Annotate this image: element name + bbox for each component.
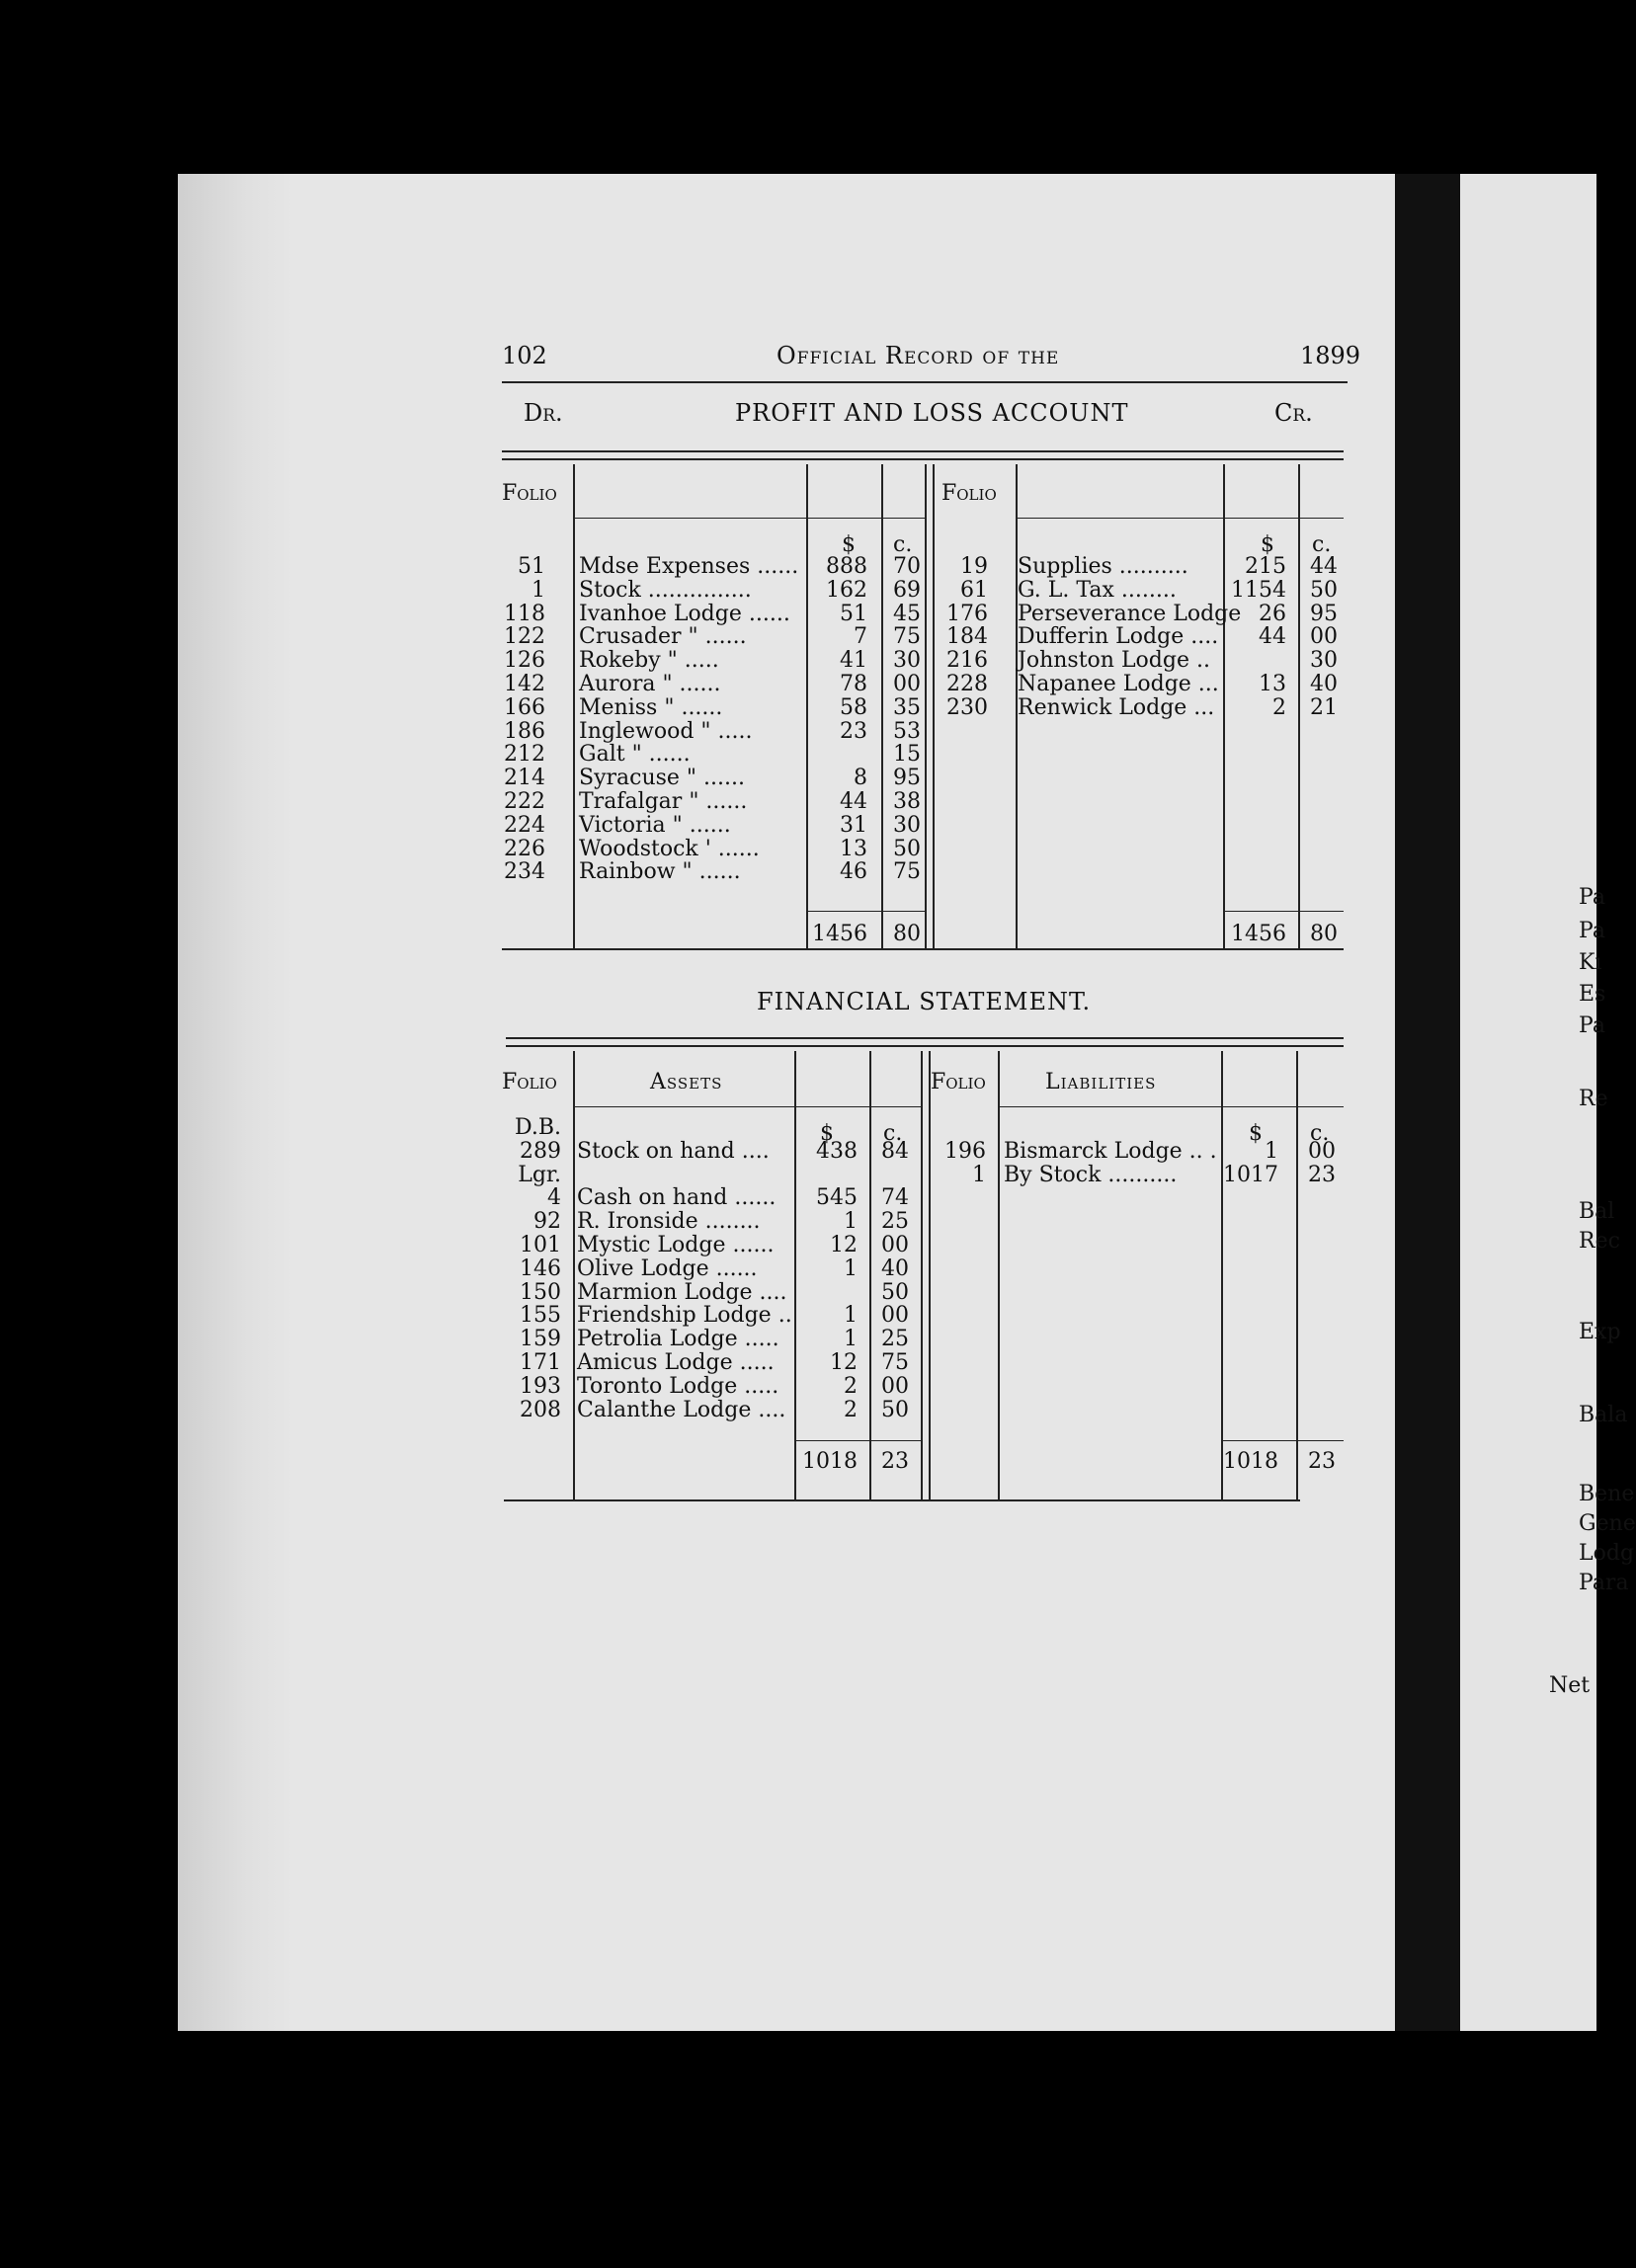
fs-asset-account: Friendship Lodge .. (577, 1303, 792, 1329)
pl-head-rule-left (573, 518, 925, 519)
pl-credit-account: Supplies .......... (1018, 554, 1188, 579)
pl-column-rule (925, 464, 927, 948)
pl-debit-account: Inglewood " ..... (579, 718, 753, 744)
right-page-text-fragment: Bal (1579, 1199, 1615, 1224)
pl-credit-account-leader: .......... (1111, 554, 1188, 579)
fs-asset-account: Petrolia Lodge ..... (577, 1327, 779, 1352)
fs-total-left-cents: 23 (881, 1449, 909, 1474)
pl-credit-account-leader: .. (1188, 648, 1210, 674)
page-year: 1899 (1300, 342, 1361, 369)
pl-folio-right: Folio (941, 481, 997, 506)
fs-head-rule-right (998, 1106, 1344, 1107)
fs-asset-dollars: 2 (844, 1373, 858, 1399)
pl-top-rule-2 (502, 458, 1344, 460)
pl-credit-dollars: 13 (1259, 672, 1286, 696)
pl-credit-account-leader: ........ (1113, 577, 1177, 603)
fs-asset-cents: 75 (881, 1350, 909, 1375)
fs-asset-account: Mystic Lodge ...... (577, 1233, 775, 1257)
right-page-text-fragment: Kı (1579, 950, 1602, 975)
pl-dollar-right: $ (1261, 532, 1274, 557)
pl-debit-account: Rokeby " ..... (579, 648, 719, 674)
fs-asset-cents: 00 (881, 1233, 909, 1257)
pl-debit-cents: 35 (893, 694, 921, 720)
fs-asset-dollars: 438 (816, 1138, 858, 1164)
pl-cents-left: c. (893, 532, 913, 557)
cr-label: Cr. (1274, 399, 1313, 427)
pl-debit-folio: 214 (504, 766, 545, 791)
pl-debit-folio: 186 (504, 718, 545, 744)
pl-head-rule-right (1016, 518, 1344, 519)
fs-column-rule (921, 1051, 923, 1499)
pl-debit-folio: 222 (504, 789, 545, 814)
fs-liability-dollars: 1 (1265, 1138, 1278, 1164)
pl-credit-dollars: 2 (1272, 694, 1286, 720)
pl-column-rule (573, 464, 575, 948)
fs-asset-account: Cash on hand ...... (577, 1185, 777, 1211)
fs-cents-right: c. (1310, 1121, 1330, 1146)
right-page-text-fragment: Bene (1579, 1482, 1635, 1506)
fs-column-rule (573, 1051, 575, 1499)
pl-debit-dollars: 31 (840, 812, 867, 838)
pl-debit-dollars: 41 (840, 648, 867, 674)
fs-asset-cents: 00 (881, 1303, 909, 1329)
pl-credit-account: Johnston Lodge .. (1018, 648, 1210, 674)
fs-asset-account: Stock on hand .... (577, 1138, 770, 1164)
fs-column-rule (998, 1051, 1000, 1499)
pl-credit-folio: 61 (960, 577, 988, 603)
right-page-fragment (1460, 174, 1636, 2031)
pl-debit-account: Meniss " ...... (579, 694, 723, 720)
right-page-text-fragment: Es (1579, 982, 1606, 1007)
pl-debit-cents: 95 (893, 766, 921, 791)
pl-debit-dollars: 78 (840, 672, 867, 696)
fs-column-rule (1296, 1051, 1298, 1499)
pl-debit-dollars: 7 (854, 624, 867, 650)
pl-debit-cents: 38 (893, 789, 921, 814)
fs-asset-cents: 00 (881, 1373, 909, 1399)
fs-asset-folio: 155 (520, 1303, 561, 1329)
fs-liability-account: Bismarck Lodge .. . (1004, 1138, 1217, 1164)
fs-asset-cents: 74 (881, 1185, 909, 1211)
pl-debit-dollars: 44 (840, 789, 867, 814)
fs-asset-folio: 146 (520, 1256, 561, 1281)
dr-label: Dr. (524, 399, 563, 427)
fs-liability-account: By Stock .......... (1004, 1162, 1178, 1187)
pl-debit-folio: 1 (532, 577, 545, 603)
fs-asset-account-leader: ...... (708, 1256, 758, 1281)
pl-debit-account-leader: " ..... (660, 648, 719, 674)
fs-asset-folio: 193 (520, 1373, 561, 1399)
pl-credit-folio: 228 (946, 672, 988, 696)
pl-debit-account: Rainbow " ...... (579, 859, 741, 885)
fs-cents-left: c. (883, 1121, 903, 1146)
pl-debit-dollars: 888 (826, 554, 867, 579)
fs-asset-cents: 25 (881, 1209, 909, 1235)
pl-credit-account: Napanee Lodge ... (1018, 672, 1219, 696)
pl-debit-folio: 142 (504, 672, 545, 696)
fs-folio-right: Folio (931, 1070, 986, 1094)
right-page-text-fragment: Rec (1579, 1229, 1620, 1254)
pl-credit-account: Perseverance Lodge (1018, 601, 1242, 626)
pl-credit-folio: 184 (946, 624, 988, 650)
fs-column-rule (929, 1051, 931, 1499)
fs-asset-cents: 84 (881, 1138, 909, 1164)
pl-credit-cents: 40 (1310, 672, 1338, 696)
fs-asset-account-leader: .. (771, 1303, 792, 1329)
pl-debit-account: Victoria " ...... (579, 812, 731, 838)
fs-asset-account: Toronto Lodge ..... (577, 1373, 779, 1399)
pl-debit-folio: 226 (504, 836, 545, 861)
fs-asset-dollars: 1 (844, 1327, 858, 1352)
fs-asset-account-leader: ..... (737, 1327, 779, 1352)
pl-credit-folio: 176 (946, 601, 988, 626)
pl-debit-cents: 70 (893, 554, 921, 579)
pl-debit-folio: 118 (504, 601, 545, 626)
pl-debit-account-leader: " ...... (624, 742, 691, 768)
pl-debit-account-leader: ' ...... (697, 836, 760, 861)
fs-asset-account-leader: .... (752, 1279, 787, 1305)
fs-sum-rule-left (794, 1440, 921, 1441)
pl-debit-account-leader: " ...... (679, 766, 746, 791)
pl-bottom-rule (502, 948, 1344, 950)
fs-liability-cents: 00 (1308, 1138, 1336, 1164)
pl-debit-folio: 224 (504, 812, 545, 838)
pl-debit-dollars: 162 (826, 577, 867, 603)
pl-debit-account: Aurora " ...... (579, 672, 721, 696)
pl-debit-account-leader: " ..... (694, 718, 753, 744)
pl-debit-account-leader: " ...... (675, 859, 741, 885)
pl-dollar-left: $ (842, 532, 856, 557)
fs-asset-cents: 50 (881, 1397, 909, 1422)
pl-debit-cents: 30 (893, 812, 921, 838)
pl-debit-dollars: 46 (840, 859, 867, 885)
pl-credit-cents: 95 (1310, 601, 1338, 626)
pl-folio-left: Folio (502, 481, 557, 506)
right-page-text-fragment: Exp (1579, 1320, 1621, 1344)
pl-debit-account: Galt " ...... (579, 742, 691, 768)
fs-sum-rule-right (1221, 1440, 1344, 1441)
pl-credit-account: G. L. Tax ........ (1018, 577, 1177, 603)
right-page-text-fragment: Net (1549, 1673, 1591, 1698)
right-page-text-fragment: Gene (1579, 1511, 1636, 1536)
pl-debit-account-leader: " ...... (657, 694, 723, 720)
fs-total-right-cents: 23 (1308, 1449, 1336, 1474)
fs-asset-dollars: 2 (844, 1397, 858, 1422)
fs-asset-folio: 171 (520, 1350, 561, 1375)
pl-debit-dollars: 8 (854, 766, 867, 791)
right-page-text-fragment: Para (1579, 1571, 1629, 1595)
right-page-text-fragment: Lodg (1579, 1541, 1635, 1566)
pl-credit-dollars: 44 (1259, 624, 1286, 650)
fs-asset-folio: 4 (547, 1185, 561, 1211)
fs-column-rule (1221, 1051, 1223, 1499)
fs-liability-cents: 23 (1308, 1162, 1336, 1187)
fs-top-rule-1 (506, 1037, 1344, 1039)
fs-folio-left: Folio (502, 1070, 557, 1094)
fs-asset-dollars: 12 (830, 1350, 858, 1375)
pl-debit-cents: 15 (893, 742, 921, 768)
pl-debit-account-leader: ...... (741, 601, 790, 626)
fs-asset-folio: Lgr. (518, 1162, 561, 1187)
pl-credit-dollars: 1154 (1231, 577, 1286, 603)
pl-credit-cents: 50 (1310, 577, 1338, 603)
pl-debit-account: Crusader " ...... (579, 624, 747, 650)
pl-sum-rule-right (1223, 911, 1344, 912)
pl-total-left-dollars: 1456 (812, 922, 867, 946)
pl-debit-cents: 75 (893, 624, 921, 650)
pl-debit-cents: 00 (893, 672, 921, 696)
pl-credit-folio: 19 (960, 554, 988, 579)
fs-asset-folio: 159 (520, 1327, 561, 1352)
pl-debit-cents: 30 (893, 648, 921, 674)
fs-asset-folio: 208 (520, 1397, 561, 1422)
fs-liability-account-leader: .......... (1101, 1162, 1178, 1187)
pl-credit-cents: 30 (1310, 648, 1338, 674)
pl-debit-cents: 45 (893, 601, 921, 626)
fs-asset-dollars: 12 (830, 1233, 858, 1257)
pl-debit-account-leader: " ...... (665, 812, 731, 838)
pl-credit-cents: 21 (1310, 694, 1338, 720)
pl-credit-dollars: 26 (1259, 601, 1286, 626)
fs-total-left-dollars: 1018 (802, 1449, 858, 1474)
pl-debit-folio: 51 (518, 554, 545, 579)
fs-asset-cents: 40 (881, 1256, 909, 1281)
fs-asset-folio: 92 (533, 1209, 561, 1235)
pl-debit-account: Woodstock ' ...... (579, 836, 760, 861)
fs-asset-account: Calanthe Lodge .... (577, 1397, 786, 1422)
pl-debit-folio: 122 (504, 624, 545, 650)
fs-asset-account-leader: .... (734, 1138, 770, 1164)
right-page-text-fragment: Pa (1579, 1013, 1605, 1038)
fs-dollar-right: $ (1249, 1121, 1263, 1146)
pl-debit-folio: 166 (504, 694, 545, 720)
fs-assets-heading: Assets (650, 1070, 723, 1094)
fs-asset-dollars: 1 (844, 1256, 858, 1281)
fs-asset-account: Marmion Lodge .... (577, 1279, 787, 1305)
fs-bottom-rule (504, 1499, 1300, 1501)
pl-debit-account: Syracuse " ...... (579, 766, 746, 791)
fs-asset-folio: D.B. (514, 1115, 561, 1140)
pl-debit-account-leader: " ...... (682, 789, 748, 814)
pl-total-left-cents: 80 (893, 922, 921, 946)
fs-asset-cents: 50 (881, 1279, 909, 1305)
pl-debit-folio: 212 (504, 742, 545, 768)
right-page-text-fragment: Bala (1579, 1403, 1628, 1427)
pl-debit-cents: 53 (893, 718, 921, 744)
pl-debit-dollars: 58 (840, 694, 867, 720)
fs-liabilities-heading: Liabilities (1045, 1070, 1157, 1094)
fs-asset-account: Olive Lodge ...... (577, 1256, 758, 1281)
pl-credit-account: Dufferin Lodge .... (1018, 624, 1219, 650)
pl-debit-dollars: 51 (840, 601, 867, 626)
fs-asset-account-leader: ...... (727, 1185, 777, 1211)
running-title: Official Record of the (777, 342, 1060, 369)
pl-column-rule (881, 464, 883, 948)
pl-debit-folio: 126 (504, 648, 545, 674)
pl-credit-account: Renwick Lodge ... (1018, 694, 1215, 720)
fs-head-rule-left (573, 1106, 921, 1107)
fs-asset-folio: 101 (520, 1233, 561, 1257)
pl-total-right-cents: 80 (1310, 922, 1338, 946)
fs-liability-folio: 196 (944, 1138, 986, 1164)
pl-column-rule (1298, 464, 1300, 948)
fs-top-rule-2 (506, 1045, 1344, 1047)
fs-asset-account-leader: ..... (737, 1373, 779, 1399)
fs-asset-dollars: 1 (844, 1209, 858, 1235)
fs-asset-account-leader: .... (751, 1397, 786, 1422)
pl-debit-account: Stock ............... (579, 577, 752, 603)
pl-total-right-dollars: 1456 (1231, 922, 1286, 946)
pl-debit-cents: 75 (893, 859, 921, 885)
pl-debit-account: Ivanhoe Lodge ...... (579, 601, 790, 626)
pl-credit-folio: 216 (946, 648, 988, 674)
pl-debit-account-leader: ............... (640, 577, 752, 603)
pl-title: PROFIT AND LOSS ACCOUNT (735, 399, 1129, 427)
fs-liability-account-leader: .. . (1182, 1138, 1217, 1164)
pl-cents-right: c. (1312, 532, 1332, 557)
pl-top-rule-1 (502, 450, 1344, 452)
fs-asset-account-leader: ...... (725, 1233, 775, 1257)
right-page-text-fragment: Pa (1579, 919, 1605, 943)
pl-credit-account-leader: .... (1184, 624, 1219, 650)
pl-debit-cents: 50 (893, 836, 921, 861)
fs-liability-folio: 1 (972, 1162, 986, 1187)
fs-asset-folio: 150 (520, 1279, 561, 1305)
fs-asset-cents: 25 (881, 1327, 909, 1352)
fs-asset-dollars: 1 (844, 1303, 858, 1329)
pl-credit-folio: 230 (946, 694, 988, 720)
left-page (178, 174, 1395, 2031)
fs-asset-account: Amicus Lodge ..... (577, 1350, 775, 1375)
pl-credit-cents: 44 (1310, 554, 1338, 579)
fs-asset-account: R. Ironside ........ (577, 1209, 761, 1235)
page-number: 102 (502, 342, 547, 369)
pl-debit-cents: 69 (893, 577, 921, 603)
pl-debit-dollars: 23 (840, 718, 867, 744)
fs-dollar-left: $ (820, 1121, 834, 1146)
pl-debit-account: Mdse Expenses ...... (579, 554, 799, 579)
fs-liability-dollars: 1017 (1223, 1162, 1278, 1187)
fs-title: FINANCIAL STATEMENT. (757, 988, 1092, 1015)
pl-sum-rule-left (806, 911, 925, 912)
pl-credit-account-leader: ... (1186, 694, 1215, 720)
pl-debit-dollars: 13 (840, 836, 867, 861)
fs-column-rule (869, 1051, 871, 1499)
pl-credit-dollars: 215 (1245, 554, 1286, 579)
pl-debit-account: Trafalgar " ...... (579, 789, 748, 814)
pl-debit-account-leader: ...... (750, 554, 799, 579)
pl-credit-cents: 00 (1310, 624, 1338, 650)
right-page-text-fragment: Re (1579, 1087, 1608, 1111)
fs-asset-folio: 289 (520, 1138, 561, 1164)
pl-debit-folio: 234 (504, 859, 545, 885)
fs-total-right-dollars: 1018 (1223, 1449, 1278, 1474)
book-spine (1395, 174, 1460, 2031)
pl-debit-account-leader: " ...... (655, 672, 721, 696)
fs-asset-account-leader: ..... (732, 1350, 775, 1375)
page-edge-shadow (178, 174, 294, 2031)
fs-asset-account-leader: ........ (697, 1209, 761, 1235)
pl-credit-account-leader: ... (1190, 672, 1219, 696)
header-rule (502, 381, 1348, 383)
pl-debit-account-leader: " ...... (681, 624, 747, 650)
fs-asset-dollars: 545 (816, 1185, 858, 1211)
right-page-text-fragment: Pa (1579, 885, 1605, 910)
